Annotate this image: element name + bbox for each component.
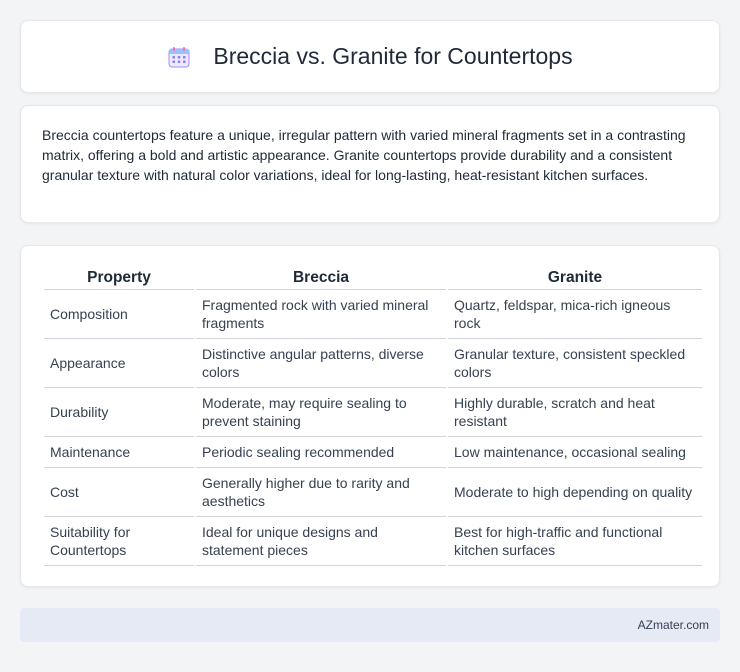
property-cell: Durability [44, 388, 194, 437]
table-row [44, 517, 702, 566]
calendar-icon [167, 45, 191, 69]
table-row [44, 290, 702, 339]
breccia-cell: Distinctive angular patterns, diverse colors [196, 339, 446, 388]
comparison-table [42, 266, 704, 566]
breccia-cell: Periodic sealing recommended [196, 437, 446, 468]
breccia-cell: Moderate, may require sealing to prevent staining [196, 388, 446, 437]
granite-cell: Moderate to high depending on quality [448, 468, 702, 517]
granite-cell: Low maintenance, occasional sealing [448, 437, 702, 468]
property-cell: Maintenance [44, 437, 194, 468]
column-header-property: Property [44, 266, 194, 290]
property-cell: Appearance [44, 339, 194, 388]
intro-text: Breccia countertops feature a unique, irregular pattern with varied mineral fragments set in a contrasting matrix, offering a bold and artistic appearance. Granite countertops provide durability and a consistent granular texture with natural color variations, ideal for long-lasting, heat-resistant kitchen surfaces. [42, 127, 686, 183]
table-header-row [44, 266, 702, 290]
column-header-granite: Granite [448, 266, 702, 290]
comparison-card [20, 245, 720, 587]
footer-brand[interactable]: AZmater.com [637, 618, 709, 632]
table-row [44, 468, 702, 517]
granite-cell: Best for high-traffic and functional kitchen surfaces [448, 517, 702, 566]
breccia-cell: Ideal for unique designs and statement pieces [196, 517, 446, 566]
granite-cell: Highly durable, scratch and heat resistant [448, 388, 702, 437]
intro-card [20, 105, 720, 223]
property-cell: Composition [44, 290, 194, 339]
table-row [44, 388, 702, 437]
breccia-cell: Fragmented rock with varied mineral fragments [196, 290, 446, 339]
breccia-cell: Generally higher due to rarity and aesthetics [196, 468, 446, 517]
granite-cell: Quartz, feldspar, mica-rich igneous rock [448, 290, 702, 339]
property-cell: Suitability for Countertops [44, 517, 194, 566]
page-title: Breccia vs. Granite for Countertops [213, 43, 573, 69]
title-card [20, 20, 720, 93]
granite-cell: Granular texture, consistent speckled colors [448, 339, 702, 388]
table-row [44, 437, 702, 468]
footer [20, 608, 720, 642]
column-header-breccia: Breccia [196, 266, 446, 290]
table-row [44, 339, 702, 388]
property-cell: Cost [44, 468, 194, 517]
